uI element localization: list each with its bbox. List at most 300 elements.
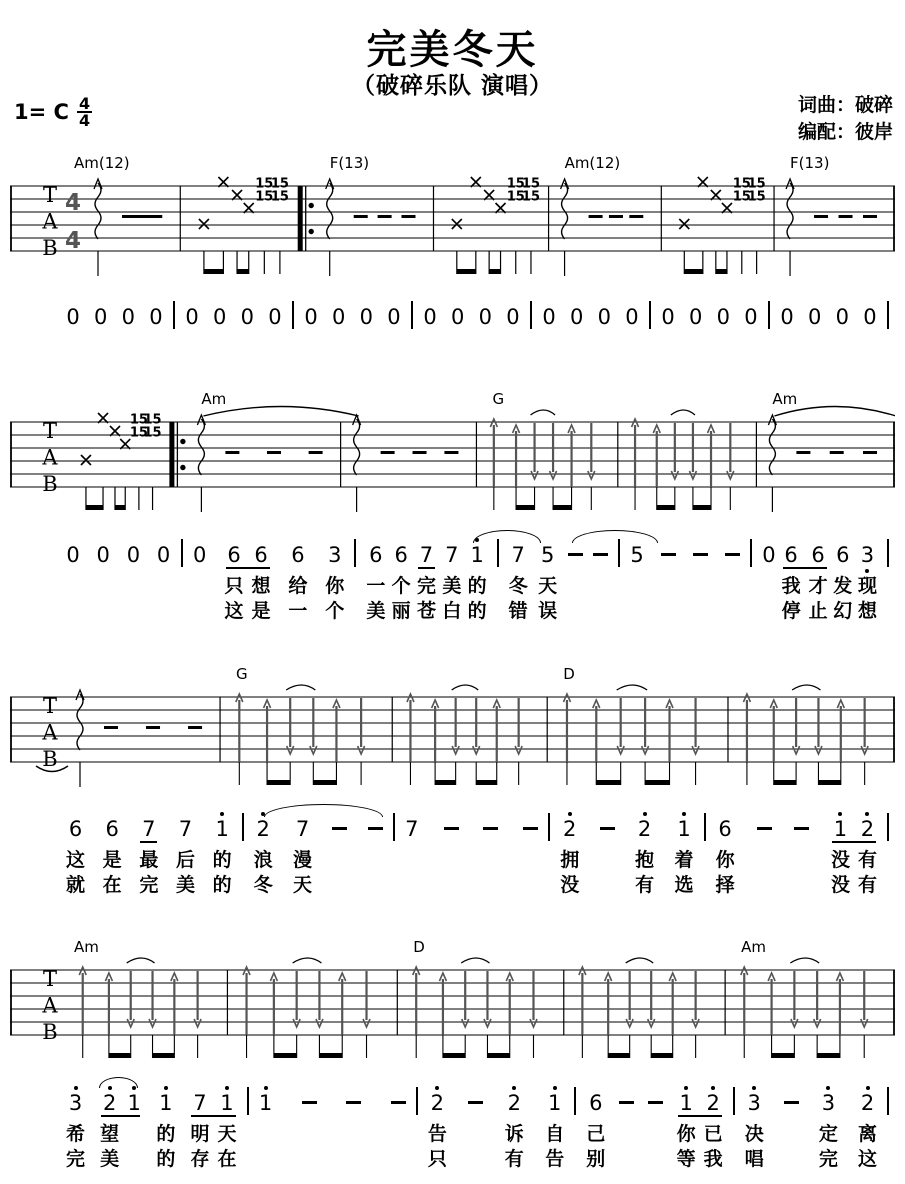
svg-text:D: D <box>413 938 425 956</box>
jianpu-note <box>858 810 877 898</box>
lyric-line-1: 最 <box>139 849 159 871</box>
lyric-line-1: 有 <box>857 849 877 871</box>
octave-dot-high <box>261 810 265 817</box>
octave-dot-high <box>164 1084 168 1091</box>
svg-text:15: 15 <box>129 425 148 441</box>
beam-group <box>190 1084 236 1172</box>
svg-text:A: A <box>42 993 58 1018</box>
note-number <box>391 1091 406 1115</box>
jianpu-note <box>302 1084 317 1172</box>
jianpu-note <box>833 536 852 624</box>
lyric-line-1: 是 <box>102 849 122 871</box>
note-number: 0 <box>387 305 401 329</box>
note-number <box>483 817 498 841</box>
svg-text:15: 15 <box>143 412 162 428</box>
lyric-line-2: 想 <box>857 600 877 622</box>
jianpu-note <box>346 1084 361 1172</box>
svg-text:T: T <box>42 419 58 443</box>
note-number <box>468 1091 483 1115</box>
note-number: 2 <box>563 817 577 841</box>
note-number: 7 <box>511 543 525 567</box>
jianpu-measure <box>395 810 548 898</box>
dash-rest <box>693 553 708 556</box>
jianpu-note <box>96 536 110 624</box>
note-number: 0 <box>807 305 822 329</box>
tab-staff <box>10 152 895 302</box>
dash-rest <box>600 827 615 830</box>
jianpu-row-2 <box>10 536 895 624</box>
lyric-line-1: 离 <box>858 1123 878 1145</box>
jianpu-note <box>293 810 312 898</box>
note-number: 2 <box>706 1091 720 1115</box>
jianpu-measure <box>499 536 618 624</box>
jianpu-measure <box>244 810 393 898</box>
jianpu-note <box>635 810 654 898</box>
svg-text:T: T <box>42 694 58 718</box>
note-number: 3 <box>68 1091 83 1115</box>
note-number <box>784 1091 799 1115</box>
note-number: 6 <box>836 543 850 567</box>
note-number: 6 <box>811 543 825 567</box>
note-number: 0 <box>156 543 171 567</box>
note-number: 7 <box>295 817 310 841</box>
jianpu-measure <box>550 810 703 898</box>
jianpu-note <box>780 298 794 336</box>
octave-dot-high <box>108 1084 112 1091</box>
jianpu-note <box>66 1084 85 1172</box>
lyric-line-2: 选 <box>674 874 694 896</box>
octave-dot-high <box>512 1084 516 1091</box>
lyric-line-1: 才 <box>808 575 828 597</box>
lyric-line-2: 告 <box>545 1148 565 1170</box>
note-number: 7 <box>178 817 193 841</box>
time-bottom: 4 <box>78 111 91 130</box>
lyric-line-1: 自 <box>545 1123 565 1145</box>
note-number: 0 <box>661 305 675 329</box>
note-number: 6 <box>68 817 83 841</box>
beam-group <box>677 1084 723 1172</box>
jianpu-note <box>625 298 639 336</box>
jianpu-note <box>126 536 140 624</box>
lyric-line-2: 没 <box>560 874 580 896</box>
note-number: 1 <box>679 1091 693 1115</box>
key-label: 1= C <box>14 100 69 124</box>
lyric-line-1: 漫 <box>293 849 313 871</box>
note-number <box>346 1091 361 1115</box>
jianpu-note <box>254 810 273 898</box>
beam-group <box>100 1084 141 1172</box>
note-number: 0 <box>304 305 318 329</box>
lyric-line-1: 抱 <box>635 849 655 871</box>
note-number <box>332 817 347 841</box>
jianpu-note <box>468 536 487 624</box>
jianpu-line <box>56 810 889 898</box>
lyric-line-2: 是 <box>251 600 271 622</box>
lyric-line-1: 的 <box>467 575 487 597</box>
jianpu-note <box>156 1084 175 1172</box>
jianpu-note <box>704 1084 723 1172</box>
jianpu-note <box>784 1084 799 1172</box>
jianpu-note <box>149 298 163 336</box>
dash-rest <box>784 1101 799 1104</box>
lyric-line-2: 止 <box>808 600 828 622</box>
lyric-line-1: 天 <box>538 575 558 597</box>
lyric-line-2: 的 <box>467 600 487 622</box>
dash-rest <box>523 827 538 830</box>
jianpu-note <box>762 536 776 624</box>
svg-text:15: 15 <box>732 176 751 192</box>
svg-text:B: B <box>42 236 58 260</box>
note-number: 6 <box>394 543 408 567</box>
jianpu-note <box>505 1084 524 1172</box>
lyric-line-2: 存 <box>190 1148 210 1170</box>
lyric-line-1: 浪 <box>253 849 273 871</box>
jianpu-measure <box>706 810 887 898</box>
svg-text:15: 15 <box>732 189 751 205</box>
dash-rest <box>725 553 740 556</box>
lyric-line-1: 个 <box>391 575 411 597</box>
octave-dot-high <box>866 1084 870 1091</box>
lyric-line-2: 我 <box>703 1148 723 1170</box>
lyric-line-1: 没 <box>830 849 850 871</box>
jianpu-note <box>240 298 254 336</box>
svg-text:Am: Am <box>741 938 767 956</box>
lyric-line-2: 幻 <box>833 600 853 622</box>
jianpu-note <box>597 298 611 336</box>
octave-dot-high <box>553 1084 557 1091</box>
jianpu-note <box>325 536 344 624</box>
note-number: 0 <box>542 305 556 329</box>
note-number: 0 <box>478 305 492 329</box>
jianpu-measure <box>735 1084 887 1172</box>
lyric-line-2: 择 <box>715 874 735 896</box>
note-number <box>523 817 538 841</box>
lyric-line-2: 有 <box>504 1148 524 1170</box>
jianpu-note <box>423 298 437 336</box>
beam-group <box>831 810 877 898</box>
note-number: 5 <box>630 543 644 567</box>
barline <box>887 539 889 567</box>
jianpu-measure <box>770 298 887 336</box>
lyric-line-1: 一 <box>366 575 386 597</box>
octave-dot-high <box>132 1084 136 1091</box>
note-number: 0 <box>688 305 703 329</box>
jianpu-note <box>103 810 122 898</box>
note-number: 0 <box>192 543 207 567</box>
note-number: 6 <box>254 543 268 567</box>
svg-text:15: 15 <box>270 189 289 205</box>
jianpu-measure <box>56 298 173 336</box>
note-number: 0 <box>597 305 611 329</box>
octave-dot-high <box>752 1084 756 1091</box>
jianpu-note <box>863 298 877 336</box>
svg-text:T: T <box>42 967 58 991</box>
svg-text:15: 15 <box>255 189 274 205</box>
note-number: 0 <box>121 305 135 329</box>
jianpu-note <box>66 536 80 624</box>
lyric-line-2: 的 <box>212 874 232 896</box>
jianpu-note <box>332 298 346 336</box>
jianpu-note <box>368 810 383 898</box>
svg-text:G: G <box>492 390 505 408</box>
note-number: 5 <box>540 543 555 567</box>
note-number: 0 <box>359 305 373 329</box>
note-number <box>648 1091 663 1115</box>
jianpu-note <box>478 298 492 336</box>
lyric-line-1: 拥 <box>560 849 580 871</box>
note-number <box>794 817 809 841</box>
song-title: 完美冬天 <box>366 27 539 73</box>
lyric-line-1: 希 <box>66 1123 86 1145</box>
note-number: 1 <box>127 1091 141 1115</box>
jianpu-note <box>468 1084 483 1172</box>
note-number: 0 <box>93 305 108 329</box>
credit-lyrics: 词曲：破碎 <box>797 94 893 116</box>
lyric-line-2: 一 <box>288 600 308 622</box>
note-number: 2 <box>860 1091 875 1115</box>
lyric-line-2: 有 <box>635 874 655 896</box>
jianpu-note <box>693 536 708 624</box>
tab-staff <box>10 663 895 813</box>
jianpu-note <box>757 810 772 898</box>
note-number <box>302 1091 317 1115</box>
note-number: 0 <box>863 305 877 329</box>
lyric-line-1: 美 <box>442 575 462 597</box>
note-number: 0 <box>506 305 520 329</box>
dash-rest <box>648 1101 663 1104</box>
note-number: 1 <box>548 1091 562 1115</box>
jianpu-row-3 <box>10 810 895 898</box>
note-number: 3 <box>328 543 342 567</box>
note-number: 6 <box>227 543 241 567</box>
time-top: 4 <box>78 94 91 113</box>
jianpu-note <box>190 1084 209 1172</box>
lyric-line-2: 错 <box>508 600 528 622</box>
jianpu-measure <box>294 298 411 336</box>
beam-group <box>225 536 271 624</box>
beam-group <box>139 810 158 898</box>
jianpu-measure <box>413 298 530 336</box>
svg-text:D: D <box>563 665 575 683</box>
note-number: 0 <box>96 543 110 567</box>
dash-rest <box>619 1101 634 1104</box>
lyric-line-1: 这 <box>66 849 86 871</box>
lyric-line-1: 诉 <box>504 1123 524 1145</box>
jianpu-note <box>391 1084 406 1172</box>
jianpu-measure <box>56 536 181 624</box>
jianpu-note <box>304 298 318 336</box>
jianpu-measure <box>651 298 768 336</box>
note-number <box>600 817 615 841</box>
jianpu-note <box>545 1084 564 1172</box>
jianpu-line <box>56 536 889 624</box>
lyric-line-1: 告 <box>427 1123 447 1145</box>
jianpu-note <box>66 298 80 336</box>
note-number: 2 <box>637 817 652 841</box>
jianpu-note <box>252 536 271 624</box>
lyric-line-2: 丽 <box>391 600 411 622</box>
tab-system-4 <box>10 936 895 1086</box>
note-number: 0 <box>331 305 346 329</box>
jianpu-row-4 <box>10 1084 895 1172</box>
jianpu-note <box>127 1084 141 1172</box>
jianpu-note <box>858 1084 877 1172</box>
note-number: 0 <box>716 305 730 329</box>
dash-rest <box>346 1101 361 1104</box>
lyric-line-2: 白 <box>442 600 462 622</box>
note-number: 1 <box>833 817 848 841</box>
lyric-line-2: 误 <box>538 600 558 622</box>
jianpu-note <box>451 298 465 336</box>
svg-text:15: 15 <box>747 176 766 192</box>
lyric-line-1: 已 <box>703 1123 723 1145</box>
jianpu-note <box>417 536 436 624</box>
jianpu-note <box>819 1084 838 1172</box>
svg-text:Am: Am <box>772 390 798 408</box>
jianpu-note <box>619 1084 634 1172</box>
jianpu-note <box>716 298 730 336</box>
lyric-line-1: 望 <box>100 1123 120 1145</box>
note-number: 2 <box>102 1091 117 1115</box>
svg-text:F(13): F(13) <box>329 154 370 172</box>
jianpu-note <box>538 536 557 624</box>
lyric-line-1: 天 <box>217 1123 237 1145</box>
lyric-line-2: 苍 <box>416 600 436 622</box>
note-number <box>661 543 676 567</box>
svg-text:15: 15 <box>521 176 541 192</box>
note-number: 7 <box>405 817 419 841</box>
note-number <box>444 817 459 841</box>
jianpu-note <box>835 298 849 336</box>
note-number: 0 <box>240 305 254 329</box>
tab-system-2 <box>10 388 895 538</box>
lyric-line-1: 想 <box>251 575 271 597</box>
note-number: 1 <box>220 1091 234 1115</box>
note-number: 0 <box>212 305 227 329</box>
jianpu-line <box>56 1084 889 1172</box>
jianpu-note <box>193 536 207 624</box>
note-number: 7 <box>419 543 434 567</box>
svg-text:15: 15 <box>270 176 289 192</box>
svg-text:Am(12): Am(12) <box>564 154 621 172</box>
dash-rest <box>332 827 347 830</box>
note-number: 0 <box>185 305 199 329</box>
note-number <box>568 543 583 567</box>
lyric-line-1: 定 <box>818 1123 838 1145</box>
jianpu-measure <box>56 1084 247 1172</box>
jianpu-line <box>56 298 889 336</box>
jianpu-measure <box>356 536 496 624</box>
jianpu-note <box>506 298 520 336</box>
svg-text:4: 4 <box>64 190 82 216</box>
jianpu-note <box>560 810 579 898</box>
dash-rest <box>444 827 459 830</box>
jianpu-note <box>725 536 740 624</box>
jianpu-note <box>677 1084 696 1172</box>
barline <box>887 1087 889 1115</box>
octave-dot-high <box>264 1084 268 1091</box>
octave-dot-high <box>568 810 572 817</box>
jianpu-note <box>392 536 411 624</box>
lyric-line-2: 完 <box>66 1148 86 1170</box>
song-subtitle: （破碎乐队 演唱） <box>351 73 553 99</box>
jianpu-note <box>568 536 583 624</box>
dash-rest <box>368 827 383 830</box>
dash-rest <box>568 553 583 556</box>
lyric-line-1: 你 <box>715 849 735 871</box>
barline <box>887 813 889 841</box>
note-number: 1 <box>677 817 691 841</box>
note-number: 6 <box>291 543 305 567</box>
note-number <box>693 543 708 567</box>
lyric-line-1: 现 <box>857 575 877 597</box>
note-number: 1 <box>258 1091 273 1115</box>
jianpu-note <box>217 1084 236 1172</box>
note-number: 6 <box>718 817 732 841</box>
lyric-line-1: 你 <box>325 575 345 597</box>
jianpu-note <box>808 298 822 336</box>
note-number: 7 <box>193 1091 207 1115</box>
svg-text:A: A <box>42 445 58 470</box>
tab-system-1 <box>10 152 895 302</box>
note-number <box>368 817 383 841</box>
lyric-line-2: 在 <box>102 874 122 896</box>
note-number: 1 <box>470 543 484 567</box>
lyric-line-2: 就 <box>66 874 86 896</box>
lyric-line-1: 你 <box>676 1123 696 1145</box>
jianpu-note <box>483 810 498 898</box>
note-number: 0 <box>149 305 163 329</box>
note-number: 7 <box>142 817 156 841</box>
lyric-line-2: 美 <box>175 874 195 896</box>
note-number: 0 <box>744 305 758 329</box>
time-signature <box>77 96 92 128</box>
octave-dot-high <box>826 1084 830 1091</box>
lyric-line-2: 个 <box>325 600 345 622</box>
jianpu-note <box>225 536 244 624</box>
lyric-line-2: 美 <box>100 1148 120 1170</box>
svg-text:B: B <box>42 1020 58 1044</box>
tab-staff <box>10 936 895 1086</box>
note-number: 6 <box>105 817 119 841</box>
note-number: 0 <box>66 305 80 329</box>
jianpu-measure <box>175 298 292 336</box>
jianpu-note <box>831 810 850 898</box>
jianpu-note <box>185 298 199 336</box>
octave-dot-low <box>865 567 869 574</box>
jianpu-note <box>542 298 556 336</box>
jianpu-note <box>139 810 158 898</box>
note-number: 0 <box>450 305 465 329</box>
note-number: 2 <box>430 1091 445 1115</box>
jianpu-note <box>121 298 135 336</box>
svg-text:Am: Am <box>201 390 227 408</box>
octave-dot-high <box>838 810 842 817</box>
note-number: 0 <box>423 305 437 329</box>
lyric-line-2: 唱 <box>744 1148 764 1170</box>
jianpu-note <box>593 536 608 624</box>
note-number: 6 <box>369 543 383 567</box>
svg-text:15: 15 <box>506 176 525 192</box>
jianpu-note <box>213 810 232 898</box>
jianpu-note <box>213 298 227 336</box>
dash-rest <box>593 553 608 556</box>
jianpu-note <box>600 810 615 898</box>
octave-dot-high <box>684 1084 688 1091</box>
jianpu-note <box>661 298 675 336</box>
note-number: 2 <box>507 1091 521 1115</box>
octave-dot-high <box>225 1084 229 1091</box>
